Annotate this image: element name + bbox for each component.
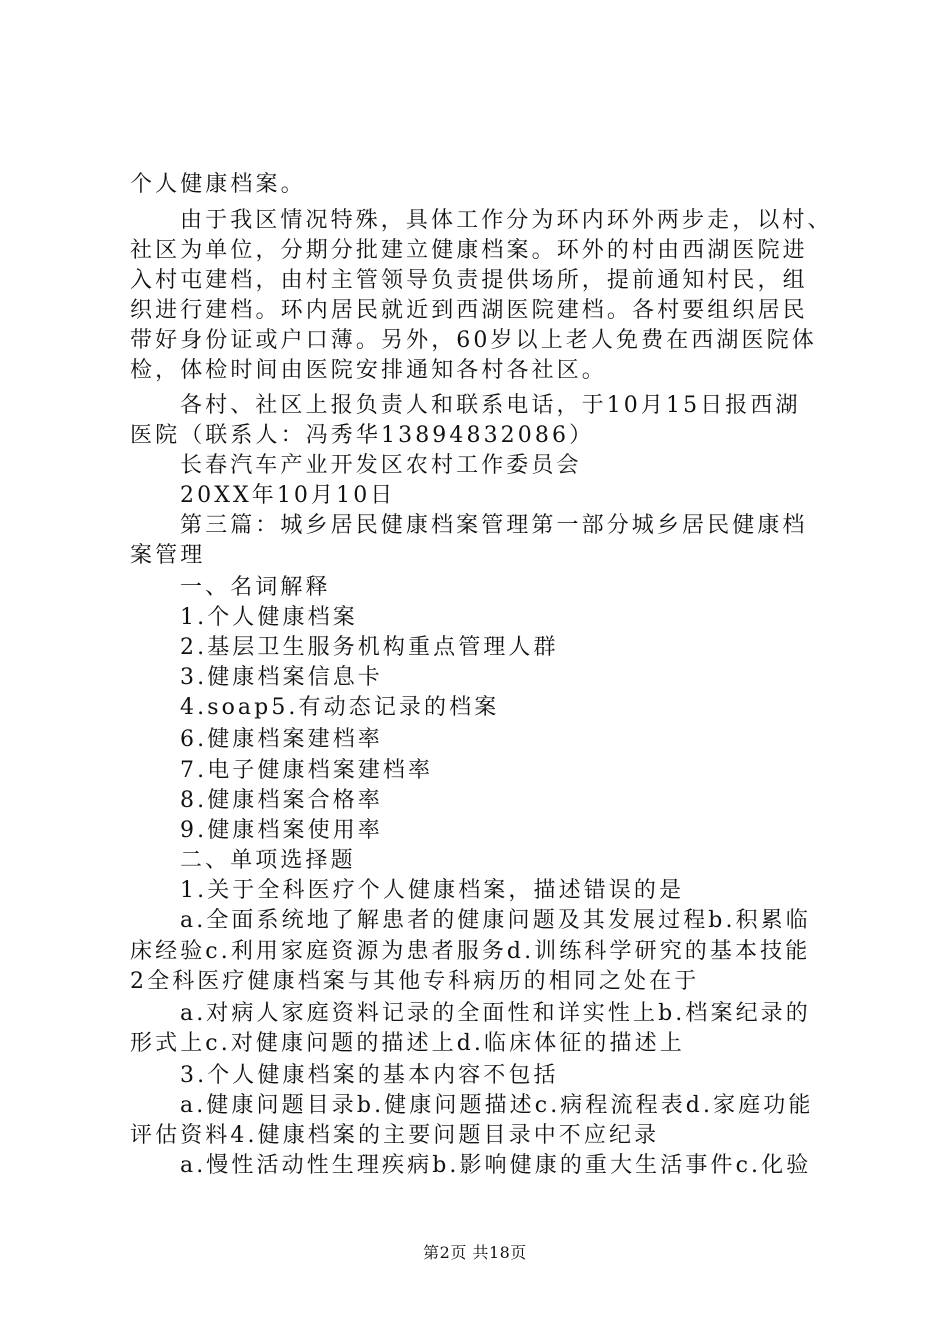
question: 1.关于全科医疗个人健康档案，描述错误的是 [180,878,685,903]
list-item: 8.健康档案合格率 [180,788,383,813]
list-item: 1.个人健康档案 [180,605,358,630]
list-item: 2.基层卫生服务机构重点管理人群 [180,635,559,660]
text-line: 社区为单位，分期分批建立健康档案。环外的村由西湖医院进 [130,238,808,263]
answer-options: 床经验c.利用家庭资源为患者服务d.训练科学研究的基本技能 [130,939,811,964]
list-item: 6.健康档案建档率 [180,727,383,752]
text-line: 医院（联系人：冯秀华13894832086） [130,423,595,448]
date-line: 20XX年10月10日 [180,483,396,508]
list-item: 3.健康档案信息卡 [180,665,383,690]
subheading: 一、名词解释 [180,575,331,600]
page-number: 第2页 共18页 [423,1243,527,1262]
answer-options: a.全面系统地了解患者的健康问题及其发展过程b.积累临 [180,908,811,933]
page-footer [0,1243,950,1263]
answer-options: a.对病人家庭资料记录的全面性和详实性上b.档案纪录的 [180,1001,811,1026]
text-line: 长春汽车产业开发区农村工作委员会 [180,453,582,478]
question: 2全科医疗健康档案与其他专科病历的相同之处在于 [130,969,700,994]
list-item: 7.电子健康档案建档率 [180,758,434,783]
answer-options: 形式上c.对健康问题的描述上d.临床体征的描述上 [130,1031,685,1056]
text-line: 检，体检时间由医院安排通知各村各社区。 [130,358,607,383]
text-line: 个人健康档案。 [130,172,306,197]
subheading: 二、单项选择题 [180,848,356,873]
section-heading: 第三篇：城乡居民健康档案管理第一部分城乡居民健康档 [180,513,808,538]
text-line: 各村、社区上报负责人和联系电话，于10月15日报西湖 [180,393,801,418]
question: 3.个人健康档案的基本内容不包括 [180,1063,559,1088]
answer-options: a.健康问题目录b.健康问题描述c.病程流程表d.家庭功能 [180,1093,814,1118]
answer-options: 评估资料4.健康档案的主要问题目录中不应纪录 [130,1123,660,1148]
text-line: 入村屯建档，由村主管领导负责提供场所，提前通知村民，组 [130,268,808,293]
section-heading: 案管理 [130,543,206,568]
list-item: 9.健康档案使用率 [180,818,383,843]
list-item: 4.soap5.有动态记录的档案 [180,695,500,720]
text-line: 带好身份证或户口薄。另外，60岁以上老人免费在西湖医院体 [130,328,817,353]
answer-options: a.慢性活动性生理疾病b.影响健康的重大生活事件c.化验 [180,1153,812,1178]
text-line: 由于我区情况特殊，具体工作分为环内环外两步走，以村、 [180,208,833,233]
text-line: 织进行建档。环内居民就近到西湖医院建档。各村要组织居民 [130,298,808,323]
